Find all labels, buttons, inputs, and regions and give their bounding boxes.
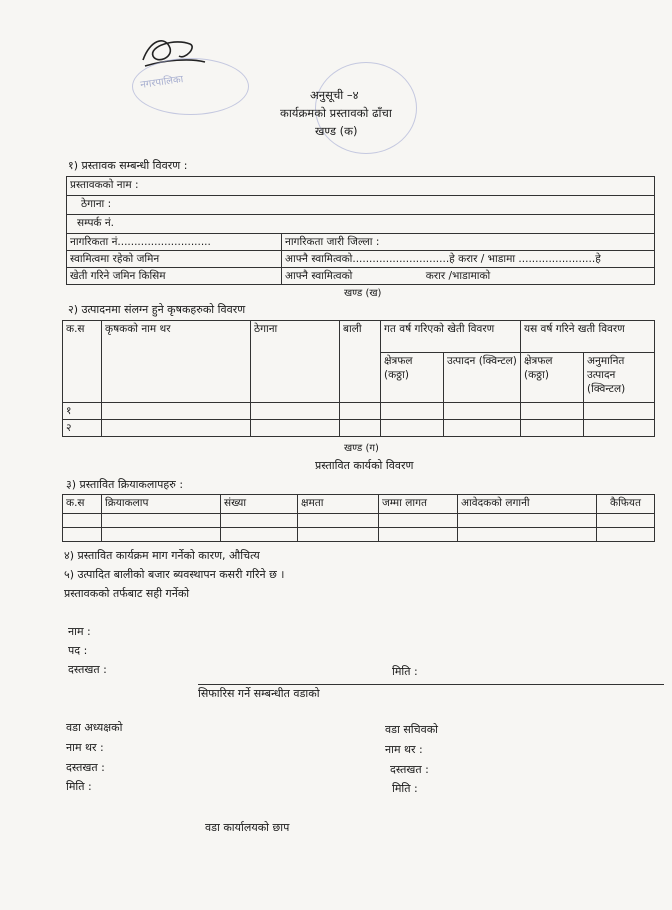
row-number: २ <box>63 420 102 437</box>
section1-heading: १) प्रस्तावक सम्बन्धी विवरण : <box>68 159 188 172</box>
issued-district-field: नागरिकता जारी जिल्ला : <box>282 234 655 251</box>
land-type-value: आफ्नै स्वामित्वको करार /भाडामाको <box>282 268 655 285</box>
table-row <box>63 514 655 528</box>
section-kha-label: खण्ड (ख) <box>344 288 382 299</box>
signer-signature-label: दस्तखत : <box>68 663 107 676</box>
farmers-col-crop: बाली <box>340 321 381 403</box>
ward-secretary-title: वडा सचिवको <box>385 723 439 736</box>
ward-secretary-name: नाम थर : <box>385 743 423 756</box>
farmers-col-area2: क्षेत्रफल (कठ्ठा) <box>521 353 584 403</box>
activities-col-capacity: क्षमता <box>298 495 379 514</box>
activities-col-count: संख्या <box>221 495 298 514</box>
proposer-table <box>66 176 655 285</box>
table-row <box>63 528 655 542</box>
section2-heading: २) उत्पादनमा संलग्न हुने कृषकहरुको विवरण <box>68 303 246 316</box>
stamp-left: नगरपालिका <box>139 74 184 91</box>
farmers-col-this-year: यस वर्ष गरिने खती विवरण <box>521 321 655 353</box>
item5-text: ५) उत्पादित बालीको बजार ब्यवस्थापन कसरी गरिने छ । <box>64 568 285 581</box>
signer-name-label: नाम : <box>68 625 91 638</box>
citizenship-field: नागरिकता नं............................ <box>67 234 282 251</box>
ward-chair-name: नाम थर : <box>66 741 104 754</box>
farmers-col-last-year: गत वर्ष गरिएको खेती विवरण <box>381 321 521 353</box>
farmers-col-production1: उत्पादन (क्विन्टल) <box>444 353 521 403</box>
activities-col-investment: आवेदकको लगानी <box>458 495 597 514</box>
proposed-details-title: प्रस्तावित कार्यको विवरण <box>315 459 414 472</box>
ward-secretary-signature: दस्तखत : <box>390 763 429 776</box>
contact-field: सम्पर्क नं. <box>67 215 655 234</box>
ward-seal-label: वडा कार्यालयको छाप <box>205 821 290 834</box>
schedule-label: अनुसूची –४ <box>310 88 359 102</box>
activities-table <box>62 494 655 542</box>
item4-text: ४) प्रस्तावित कार्यक्रम माग गर्नेको कारण, औचित्य <box>64 549 260 562</box>
farmers-col-area1: क्षेत्रफल (कठ्ठा) <box>381 353 444 403</box>
owned-land-label: स्वामित्वमा रहेको जमिन <box>67 251 282 268</box>
farmers-col-name: कृषकको नाम थर <box>102 321 251 403</box>
address-field: ठेगाना : <box>67 196 655 215</box>
farmers-table <box>62 320 655 437</box>
land-type-label: खेती गरिने जमिन किसिम <box>67 268 282 285</box>
activities-col-remarks: कैफियत <box>597 495 655 514</box>
signer-post-label: पद : <box>68 644 88 657</box>
section-ka-label: खण्ड (क) <box>315 124 358 138</box>
farmers-col-sn: क.स <box>63 321 102 403</box>
activities-col-sn: क.स <box>63 495 102 514</box>
signer-date-label: मिति : <box>392 665 418 678</box>
on-behalf-text: प्रस्तावकको तर्फबाट सही गर्नेको <box>64 587 190 600</box>
section3-heading: ३) प्रस्तावित क्रियाकलापहरु : <box>66 478 184 491</box>
table-row <box>63 420 655 437</box>
recommend-heading: सिफारिस गर्ने सम्बन्धीत वडाको <box>198 687 320 700</box>
row-number: १ <box>63 403 102 420</box>
divider-line <box>198 684 664 685</box>
ward-chair-signature: दस्तखत : <box>66 761 105 774</box>
proposer-name-field: प्रस्तावकको नाम : <box>67 177 655 196</box>
farmers-col-address: ठेगाना <box>251 321 340 403</box>
activities-col-total-cost: जम्मा लागत <box>379 495 458 514</box>
farmers-col-est-production: अनुमानित उत्पादन (क्विन्टल) <box>584 353 655 403</box>
table-row <box>63 403 655 420</box>
ward-chair-date: मिति : <box>66 780 92 793</box>
ward-secretary-date: मिति : <box>392 782 418 795</box>
ward-chair-title: वडा अध्यक्षको <box>66 721 123 734</box>
section-ga-label: खण्ड (ग) <box>344 443 379 454</box>
activities-col-activity: क्रियाकलाप <box>102 495 221 514</box>
page-title: कार्यक्रमको प्रस्तावको ढाँचा <box>280 106 392 120</box>
owned-land-value: आफ्नै स्वामित्वको.............................हे करार / भाडामा .......................हे <box>282 251 655 268</box>
